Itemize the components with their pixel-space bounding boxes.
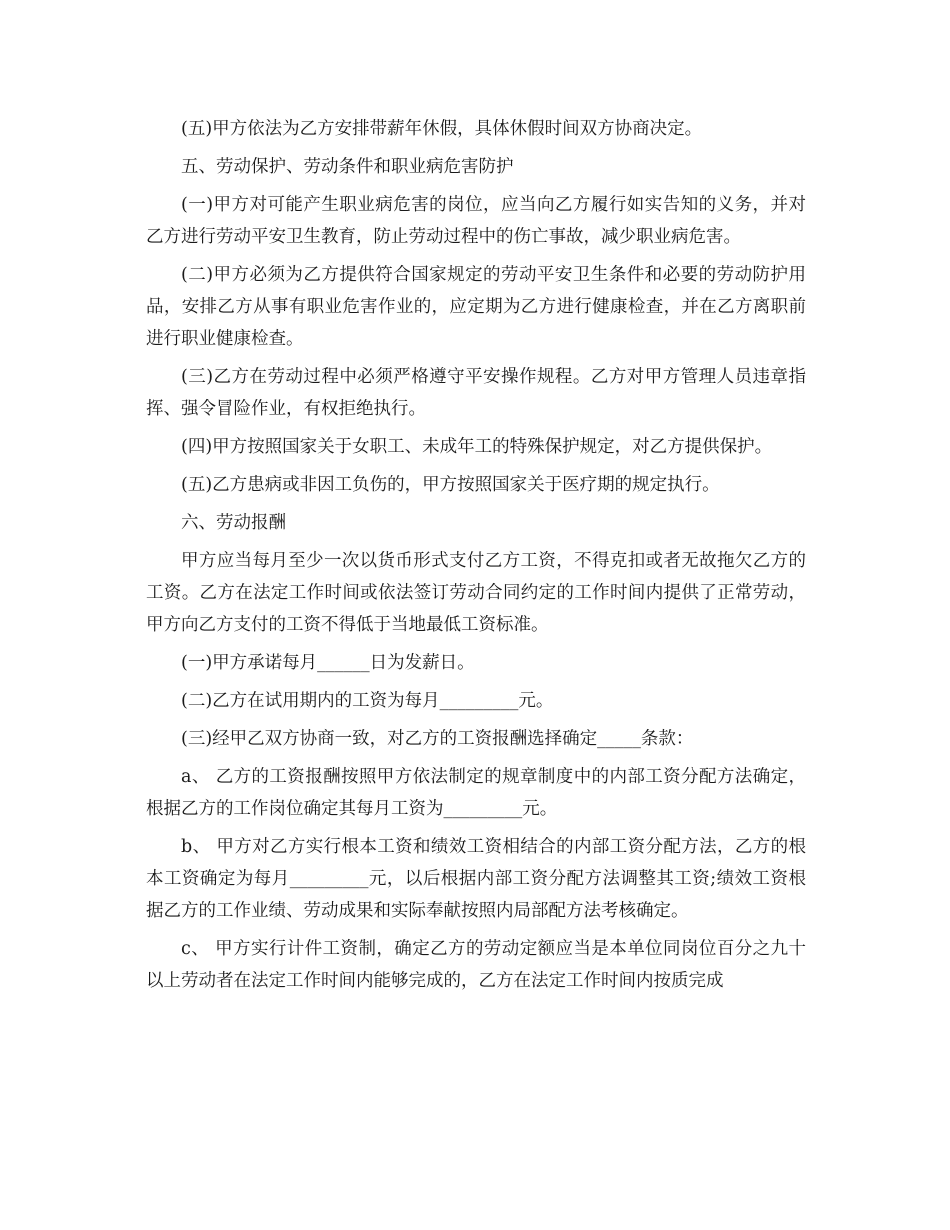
paragraph-occupational-hazard-notice: (一)甲方对可能产生职业病危害的岗位，应当向乙方履行如实告知的义务，并对乙方进行劳动平安卫生教育，防止劳动过程中的伤亡事故，减少职业病危害。 (146, 195, 806, 247)
paragraph-option-a: a、 乙方的工资报酬按照甲方依法制定的规章制度中的内部工资分配方法确定，根据乙方的工作岗位确定其每月工资为_________元。 (146, 767, 806, 819)
paragraph-option-b: b、 甲方对乙方实行根本工资和绩效工资相结合的内部工资分配方法，乙方的根本工资确定为每月_________元，以后根据内部工资分配方法调整其工资;绩效工资根据乙方的工作业绩、劳动成果和实际奉献按照内局部配方法考核确定。 (146, 837, 806, 921)
paragraph-safety-rules: (三)乙方在劳动过程中必须严格遵守平安操作规程。乙方对甲方管理人员违章指挥、强令冒险作业，有权拒绝执行。 (146, 367, 806, 419)
paragraph-wage-payment: 甲方应当每月至少一次以货币形式支付乙方工资，不得克扣或者无故拖欠乙方的工资。乙方在法定工作时间或依法签订劳动合同约定的工作时间内提供了正常劳动，甲方向乙方支付的工资不得低于当地最低工资标准。 (146, 551, 806, 635)
paragraph-safety-conditions: (二)甲方必须为乙方提供符合国家规定的劳动平安卫生条件和必要的劳动防护用品，安排乙方从事有职业危害作业的，应定期为乙方进行健康检查，并在乙方离职前进行职业健康检查。 (146, 265, 806, 349)
paragraph-payday: (一)甲方承诺每月______日为发薪日。 (181, 653, 475, 673)
paragraph-paid-annual-leave: (五)甲方依法为乙方安排带薪年休假，具体休假时间双方协商决定。 (181, 119, 703, 139)
paragraph-wage-clause-choice: (三)经甲乙双方协商一致，对乙方的工资报酬选择确定_____条款： (181, 729, 694, 749)
paragraph-medical-period: (五)乙方患病或非因工负伤的，甲方按照国家关于医疗期的规定执行。 (181, 475, 720, 495)
paragraph-option-c: c、 甲方实行计件工资制，确定乙方的劳动定额应当是本单位同岗位百分之九十以上劳动者在法定工作时间内能够完成的，乙方在法定工作时间内按质完成 (146, 939, 806, 991)
paragraph-probation-wage: (二)乙方在试用期内的工资为每月_________元。 (181, 691, 554, 711)
section-heading-labor-protection: 五、劳动保护、劳动条件和职业病危害防护 (181, 157, 514, 177)
document-body (146, 113, 806, 1003)
paragraph-special-protection: (四)甲方按照国家关于女职工、未成年工的特殊保护规定，对乙方提供保护。 (181, 437, 773, 457)
section-heading-remuneration: 六、劳动报酬 (181, 513, 286, 533)
